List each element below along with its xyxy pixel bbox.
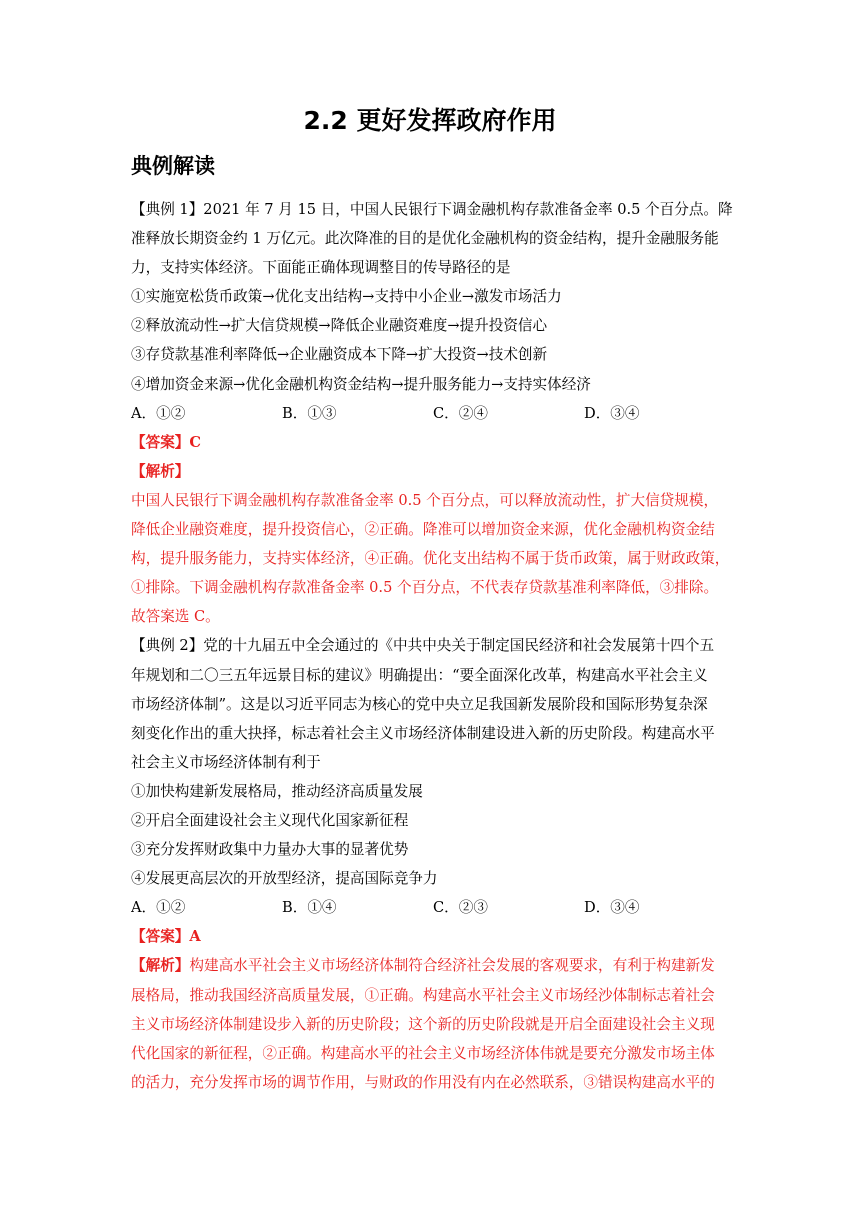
option-d: D．③④	[584, 899, 640, 917]
question-line: 【典例 2】党的十九届五中全会通过的《中共中央关于制定国民经济和社会发展第十四个五	[131, 637, 715, 655]
analysis-label: 【解析】	[131, 462, 190, 480]
analysis-line: 故答案选 C。	[131, 608, 220, 626]
analysis-label: 【解析】	[131, 957, 190, 975]
option-c: C．②④	[433, 404, 488, 422]
option-b: B．①③	[282, 404, 337, 422]
section-heading: 典例解读	[131, 154, 215, 178]
answer-label: 【答案】A	[131, 928, 201, 946]
analysis-line: 主义市场经济体制建设步入新的历史阶段；这个新的历史阶段就是开启全面建设社会主义现	[131, 1015, 715, 1033]
document-body	[131, 195, 743, 1097]
statement-item: ④增加资金来源→优化金融机构资金结构→提升服务能力→支持实体经济	[131, 375, 591, 393]
analysis-line: 代化国家的新征程，②正确。构建高水平的社会主义市场经济体伟就是要充分激发市场主体	[131, 1044, 715, 1062]
question-line: 准释放长期资金约 1 万亿元。此次降准的目的是优化金融机构的资金结构，提升金融服务能	[131, 230, 719, 248]
question-line: 年规划和二〇三五年远景目标的建议》明确提出：“要全面深化改革，构建高水平社会主义	[131, 666, 708, 684]
option-b: B．①④	[282, 899, 337, 917]
analysis-line: 构，提升服务能力，支持实体经济，④正确。优化支出结构不属于货币政策，属于财政政策，	[131, 550, 730, 568]
analysis-line: 降低企业融资难度，提升投资信心，②正确。降准可以增加资金来源，优化金融机构资金结	[131, 521, 715, 539]
question-line: 刻变化作出的重大抉择，标志着社会主义市场经济体制建设进入新的历史阶段。构建高水平	[131, 724, 715, 742]
statement-item: ①实施宽松货币政策→优化支出结构→支持中小企业→激发市场活力	[131, 288, 562, 306]
analysis-line: 中国人民银行下调金融机构存款准备金率 0.5 个百分点，可以释放流动性，扩大信贷规模，	[131, 491, 719, 509]
analysis-line: ①排除。下调金融机构存款准备金率 0.5 个百分点，不代表存贷款基准利率降低，③排除。	[131, 579, 719, 597]
question-line: 【典例 1】2021 年 7 月 15 日，中国人民银行下调金融机构存款准备金率 0.5 个百分点。降	[131, 201, 733, 218]
answer-options	[131, 893, 743, 922]
statement-item: ③存贷款基准利率降低→企业融资成本下降→扩大投资→技术创新	[131, 346, 548, 364]
answer-options	[131, 399, 743, 428]
option-d: D．③④	[584, 404, 640, 422]
analysis-line: 【解析】构建高水平社会主义市场经济体制符合经济社会发展的客观要求，有利于构建新发	[131, 957, 715, 975]
statement-item: ③充分发挥财政集中力量办大事的显著优势	[131, 841, 409, 859]
question-line: 力，支持实体经济。下面能正确体现调整目的传导路径的是	[131, 259, 511, 277]
page-title: 2.2 更好发挥政府作用	[303, 106, 557, 135]
statement-item: ④发展更高层次的开放型经济，提高国际竞争力	[131, 870, 438, 888]
question-line: 市场经济体制”。这是以习近平同志为核心的党中央立足我国新发展阶段和国际形势复杂深	[131, 695, 708, 713]
analysis-line: 展格局，推动我国经济高质量发展，①正确。构建高水平社会主义市场经沙体制标志着社会	[131, 986, 715, 1004]
answer-label: 【答案】C	[131, 433, 201, 451]
statement-item: ①加快构建新发展格局，推动经济高质量发展	[131, 782, 423, 800]
statement-item: ②释放流动性→扩大信贷规模→降低企业融资难度→提升投资信心	[131, 317, 548, 335]
option-a: A．①②	[131, 899, 186, 917]
question-line: 社会主义市场经济体制有利于	[131, 753, 321, 771]
option-a: A．①②	[131, 404, 186, 422]
option-c: C．②③	[433, 899, 488, 917]
analysis-line: 的活力，充分发挥市场的调节作用，与财政的作用没有内在必然联系，③错误构建高水平的	[131, 1073, 715, 1091]
statement-item: ②开启全面建设社会主义现代化国家新征程	[131, 811, 409, 829]
